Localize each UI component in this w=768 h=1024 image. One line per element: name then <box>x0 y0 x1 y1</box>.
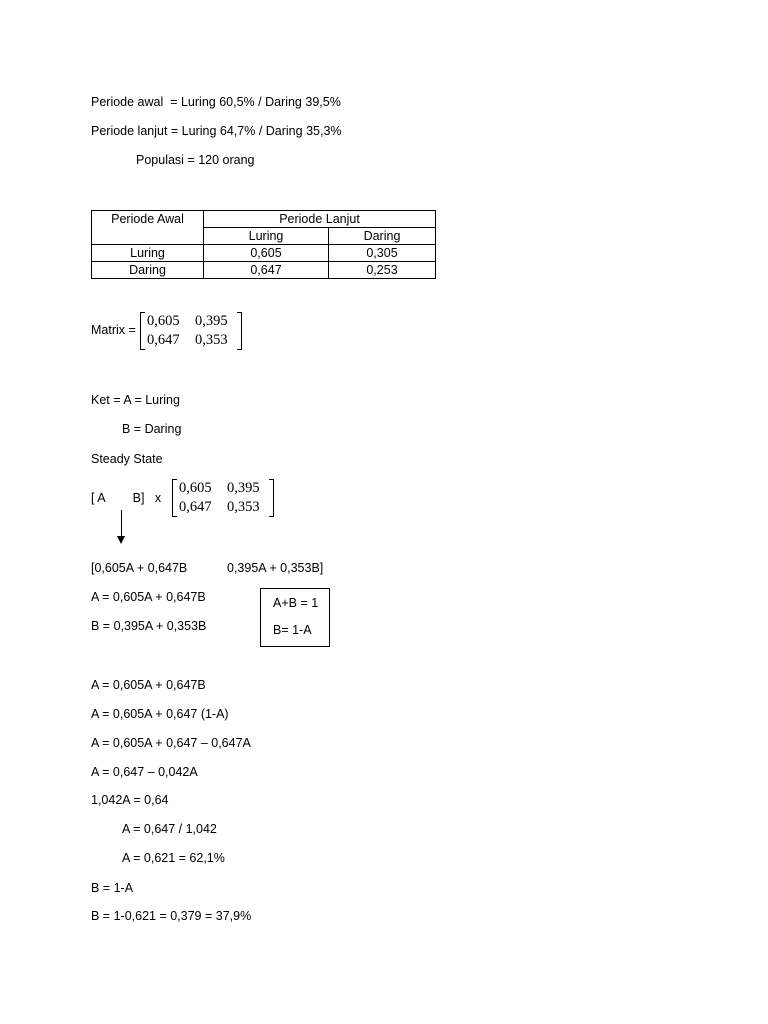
solution-step: A = 0,605A + 0,647 – 0,647A <box>91 736 251 750</box>
subheader-luring: Luring <box>204 228 329 245</box>
matrix-label: Matrix = <box>91 323 136 337</box>
cell-luring: 0,647 <box>204 262 329 279</box>
matrix-cell: 0,395 <box>195 313 228 329</box>
solution-step: A = 0,647 / 1,042 <box>122 822 217 836</box>
solution-step: B = 1-0,621 = 0,379 = 37,9% <box>91 909 252 923</box>
matrix-cell: 0,395 <box>227 480 260 496</box>
header-periode-awal: Periode Awal <box>92 211 204 245</box>
matrix-cell: 0,353 <box>195 332 228 348</box>
table-row <box>92 262 436 279</box>
ket-line-a: Ket = A = Luring <box>91 393 180 407</box>
transition-table <box>91 210 436 279</box>
row-label: Daring <box>92 262 204 279</box>
matrix-right-bracket <box>237 312 242 350</box>
constraint-line-2: B= 1-A <box>273 623 312 637</box>
result-left: [0,605A + 0,647B <box>91 561 188 575</box>
solution-step: A = 0,605A + 0,647 (1-A) <box>91 707 229 721</box>
table-row <box>92 245 436 262</box>
ket-line-b: B = Daring <box>122 422 182 436</box>
periode-lanjut-text: Periode lanjut = Luring 64,7% / Daring 35,3% <box>91 124 342 138</box>
equation-b: B = 0,395A + 0,353B <box>91 619 207 633</box>
solution-step: B = 1-A <box>91 881 134 895</box>
matrix-cell: 0,605 <box>147 313 180 329</box>
solution-step: A = 0,621 = 62,1% <box>122 851 225 865</box>
constraint-line-1: A+B = 1 <box>273 596 319 610</box>
matrix-cell: 0,605 <box>179 480 212 496</box>
matrix-cell: 0,353 <box>227 499 260 515</box>
matrix-cell: 0,647 <box>147 332 180 348</box>
solution-step: A = 0,605A + 0,647B <box>91 678 206 692</box>
solution-step: A = 0,647 – 0,042A <box>91 765 198 779</box>
arrow-head-icon <box>117 536 125 544</box>
down-arrow-icon <box>121 510 122 538</box>
row-label: Luring <box>92 245 204 262</box>
cell-daring: 0,305 <box>329 245 436 262</box>
steady-state-title: Steady State <box>91 452 163 466</box>
cell-daring: 0,253 <box>329 262 436 279</box>
solution-step: 1,042A = 0,64 <box>91 793 169 807</box>
steady-row-vector: [ A B] x <box>91 491 162 505</box>
periode-awal-text: Periode awal = Luring 60,5% / Daring 39,5% <box>91 95 341 109</box>
equation-a: A = 0,605A + 0,647B <box>91 590 206 604</box>
matrix-cell: 0,647 <box>179 499 212 515</box>
constraint-box <box>260 588 330 647</box>
steady-matrix <box>172 479 274 517</box>
result-right: 0,395A + 0,353B] <box>227 561 324 575</box>
cell-luring: 0,605 <box>204 245 329 262</box>
transition-matrix <box>140 312 242 350</box>
populasi-text: Populasi = 120 orang <box>136 153 255 167</box>
matrix-right-bracket <box>269 479 274 517</box>
header-periode-lanjut: Periode Lanjut <box>204 211 436 228</box>
subheader-daring: Daring <box>329 228 436 245</box>
